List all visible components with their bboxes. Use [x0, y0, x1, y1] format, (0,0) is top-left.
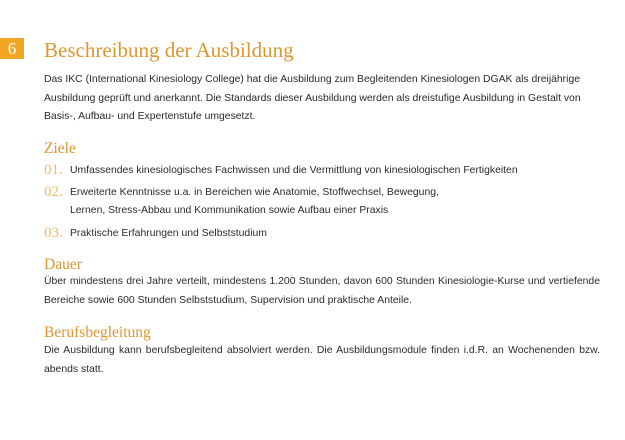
goal-number: 03. [44, 225, 63, 241]
goal-text: Umfassendes kinesiologisches Fachwissen und die Vermittlung von kinesiologischen Fertigkeiten [70, 165, 518, 176]
goal-number: 02. [44, 184, 63, 200]
goal-text: Praktische Erfahrungen und Selbststudium [70, 228, 267, 239]
berufsbegleitung-paragraph: Die Ausbildung kann berufsbegleitend absolviert werden. Die Ausbildungsmodule finden i.d.R. an Wochenenden bzw. abends statt. [44, 345, 600, 375]
page-number-badge: 6 [0, 38, 24, 59]
goals-list [44, 162, 600, 243]
goal-item-3 [44, 225, 600, 243]
page-title: Beschreibung der Ausbildung [44, 38, 294, 62]
goal-number: 01. [44, 162, 63, 178]
goal-item-1 [44, 162, 600, 182]
intro-paragraph: Das IKC (International Kinesiology College) hat die Ausbildung zum Begleitenden Kinesiologen DGAK als dreijährige Ausbildung geprüft und anerkannt. Die Standards dieser Ausbildung werden als dreistufige Ausbildung in Gestalt von Basis-, Aufbau- und Expertenstufe umgesetzt. [44, 74, 581, 122]
berufsbegleitung-heading: Berufsbegleitung [44, 324, 151, 341]
goal-text: Erweiterte Kenntnisse u.a. in Bereichen wie Anatomie, Stoffwechsel, Bewegung, Lernen, Stress-Abbau und Kommunikation sowie Aufbau einer Praxis [70, 187, 439, 216]
goal-item-2 [44, 184, 600, 224]
dauer-paragraph: Über mindestens drei Jahre verteilt, mindestens 1.200 Stunden, davon 600 Stunden Kinesiologie-Kurse und vertiefende Bereiche sowie 600 Stunden Selbststudium, Supervision und praktische Anteile. [44, 276, 600, 306]
dauer-heading: Dauer [44, 256, 82, 273]
ziele-heading: Ziele [44, 140, 76, 157]
